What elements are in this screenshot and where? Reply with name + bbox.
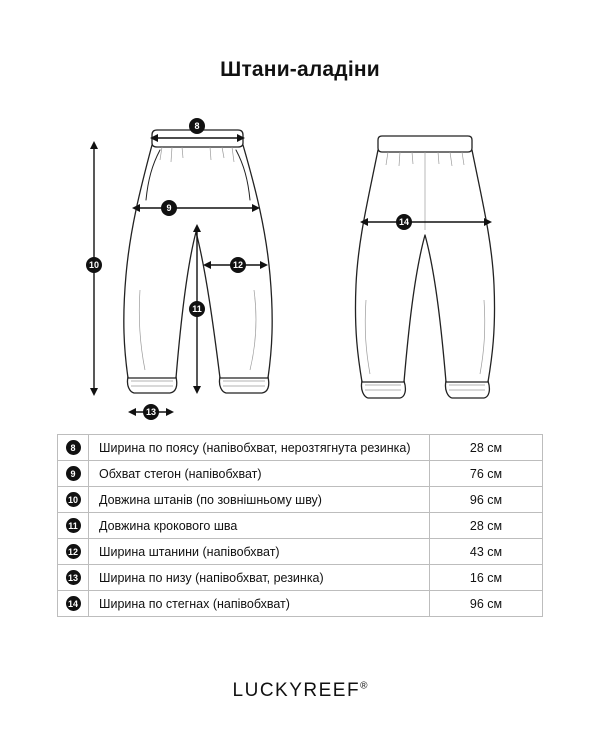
table-row [58, 487, 543, 513]
marker-13 [143, 404, 159, 420]
row-value: 96 см [430, 487, 543, 513]
marker-14 [396, 214, 412, 230]
marker-12 [230, 257, 246, 273]
row-number-badge: 13 [66, 570, 81, 585]
row-number-badge: 9 [66, 466, 81, 481]
row-number-badge: 14 [66, 596, 81, 611]
row-label: Довжина крокового шва [89, 513, 430, 539]
row-number-cell [58, 513, 89, 539]
size-table [57, 434, 543, 617]
row-number-cell [58, 487, 89, 513]
row-value: 28 см [430, 513, 543, 539]
svg-text:9: 9 [166, 203, 172, 213]
row-value: 96 см [430, 591, 543, 617]
registered-mark: ® [360, 680, 368, 692]
row-label: Ширина по низу (напівобхват, резинка) [89, 565, 430, 591]
row-number-badge: 11 [66, 518, 81, 533]
svg-text:14: 14 [398, 217, 410, 227]
svg-text:8: 8 [194, 121, 200, 131]
row-value: 76 см [430, 461, 543, 487]
marker-11 [189, 301, 205, 317]
row-label: Ширина штанини (напівобхват) [89, 539, 430, 565]
back-gather-lines [365, 152, 485, 390]
row-value: 28 см [430, 435, 543, 461]
table-row [58, 591, 543, 617]
row-value: 43 см [430, 539, 543, 565]
table-row [58, 435, 543, 461]
row-number-badge: 12 [66, 544, 81, 559]
svg-text:12: 12 [232, 260, 244, 270]
brand-logo [0, 680, 600, 702]
row-number-cell [58, 539, 89, 565]
front-pants-illustration [124, 130, 272, 393]
svg-text:13: 13 [145, 407, 157, 417]
row-number-cell [58, 591, 89, 617]
row-value: 16 см [430, 565, 543, 591]
brand-name: LUCKYREEF [232, 680, 361, 701]
page-title: Штани-аладіни [220, 58, 380, 81]
table-row [58, 565, 543, 591]
table-row [58, 539, 543, 565]
svg-text:10: 10 [88, 260, 100, 270]
row-label: Довжина штанів (по зовнішньому шву) [89, 487, 430, 513]
marker-10 [86, 257, 102, 273]
row-number-cell [58, 435, 89, 461]
row-number-cell [58, 461, 89, 487]
svg-text:11: 11 [192, 304, 202, 314]
row-label: Ширина по поясу (напівобхват, нерозтягнута резинка) [89, 435, 430, 461]
marker-8 [189, 118, 205, 134]
table-row [58, 461, 543, 487]
row-number-badge: 10 [66, 492, 81, 507]
row-number-cell [58, 565, 89, 591]
table-row [58, 513, 543, 539]
row-label: Обхват стегон (напівобхват) [89, 461, 430, 487]
row-label: Ширина по стегнах (напівобхват) [89, 591, 430, 617]
row-number-badge: 8 [66, 440, 81, 455]
marker-9 [161, 200, 177, 216]
measurement-lines [94, 138, 490, 412]
